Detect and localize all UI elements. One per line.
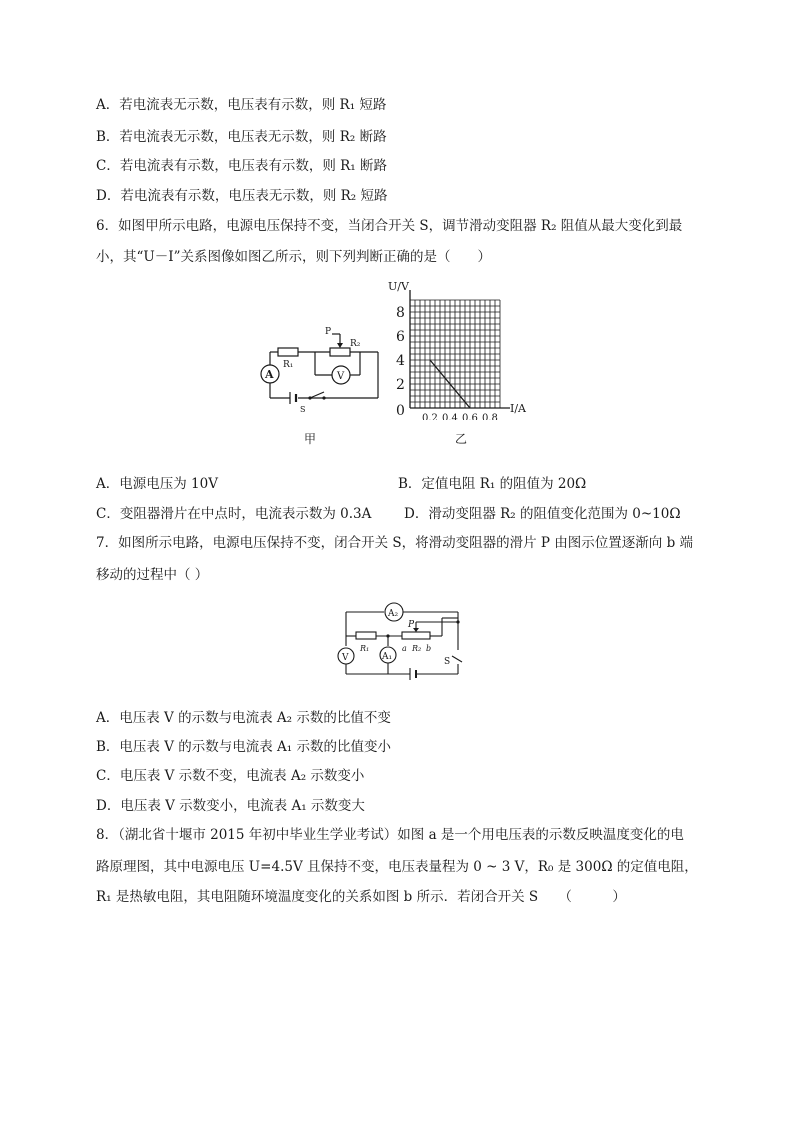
y-tick-label: 2: [396, 377, 405, 393]
q7-option-c: C．电压表 V 示数不变，电流表 A₂ 示数变小: [96, 768, 365, 784]
q6-label-p: P: [325, 327, 332, 337]
y-tick-label: 6: [396, 329, 405, 345]
q6-label-switch: S: [300, 405, 306, 414]
q7-circuit-diagram: [330, 598, 470, 682]
x-tick-label: 0.6: [462, 413, 478, 420]
x-tick-label: 0.4: [442, 413, 458, 420]
q6-r2-resistor: [330, 348, 350, 356]
q7-stem-line2: 移动的过程中（ ）: [96, 567, 209, 583]
q7-label-r2: R₂: [412, 644, 422, 653]
q6-label-r2: R₂: [350, 339, 361, 349]
q6-stem-line2: 小，其“U－I”关系图像如图乙所示，则下列判断正确的是（ ）: [96, 249, 492, 265]
q8-line3: R₁ 是热敏电阻，其电阻随环境温度变化的关系如图 b 所示．若闭合开关 S （ ）: [96, 889, 626, 905]
y-tick-label: 8: [396, 305, 405, 321]
y-axis-label: U/V: [388, 280, 409, 293]
q8-line1: 8．（湖北省十堰市 2015 年初中毕业生学业考试）如图 a 是一个用电压表的示数反映温度变化的电: [96, 827, 684, 843]
q5-option-d: D．若电流表有示数，电压表无示数，则 R₂ 短路: [96, 188, 388, 204]
q7-label-s: S: [444, 657, 451, 667]
q6-option-b: B．定值电阻 R₁ 的阻值为 20Ω: [398, 476, 587, 492]
q7-label-a1: A₁: [382, 652, 393, 662]
q7-r2-resistor: [402, 632, 430, 639]
x-axis-label: I/A: [510, 402, 526, 415]
q7-label-a2: A₂: [388, 609, 399, 619]
q7-option-d: D．电压表 V 示数变小，电流表 A₁ 示数变大: [96, 798, 365, 814]
q6-option-a: A．电源电压为 10V: [96, 476, 218, 492]
x-tick-label: 0.8: [482, 413, 498, 420]
q7-label-a: a: [402, 644, 407, 653]
q7-option-b: B．电压表 V 的示数与电流表 A₁ 示数的比值变小: [96, 739, 391, 755]
q6-caption-right: 乙: [455, 432, 468, 446]
q5-option-c: C．若电流表有示数，电压表有示数，则 R₁ 断路: [96, 158, 387, 174]
q6-circuit-diagram: [250, 320, 390, 420]
q5-option-a: A．若电流表无示数，电压表有示数，则 R₁ 短路: [96, 97, 387, 113]
q6-ui-chart: [370, 280, 550, 420]
q6-r1-resistor: [278, 348, 298, 356]
q7-label-r1: R₁: [360, 644, 370, 653]
q6-option-d: D．滑动变阻器 R₂ 的阻值变化范围为 0~10Ω: [404, 506, 681, 522]
q7-label-b: b: [426, 644, 432, 653]
origin-label: 0: [396, 403, 405, 419]
q6-stem-line1: 6．如图甲所示电路，电源电压保持不变，当闭合开关 S，调节滑动变阻器 R₂ 阻值从最大变化到最: [96, 218, 683, 234]
q7-label-v: V: [342, 653, 349, 663]
q7-stem-line1: 7．如图所示电路，电源电压保持不变，闭合开关 S，将滑动变阻器的滑片 P 由图示位置逐渐向 b 端: [96, 535, 694, 551]
y-tick-label: 4: [396, 353, 405, 369]
q7-r1-resistor: [356, 632, 376, 639]
q6-label-ammeter: A: [265, 368, 274, 381]
q7-option-a: A．电压表 V 的示数与电流表 A₂ 示数的比值不变: [96, 710, 391, 726]
q6-caption-left: 甲: [304, 432, 317, 446]
q8-line2: 路原理图，其中电源电压 U=4.5V 且保持不变，电压表量程为 0 ~ 3 V，R₀ 是 300Ω 的定值电阻，: [96, 859, 698, 875]
q5-option-b: B．若电流表无示数，电压表无示数，则 R₂ 断路: [96, 129, 387, 145]
x-tick-label: 0.2: [422, 413, 438, 420]
q6-label-r1: R₁: [283, 360, 294, 370]
q6-option-c: C．变阻器滑片在中点时，电流表示数为 0.3A: [96, 506, 372, 522]
q6-label-voltmeter: V: [337, 371, 345, 382]
q7-label-p: P: [408, 620, 415, 630]
